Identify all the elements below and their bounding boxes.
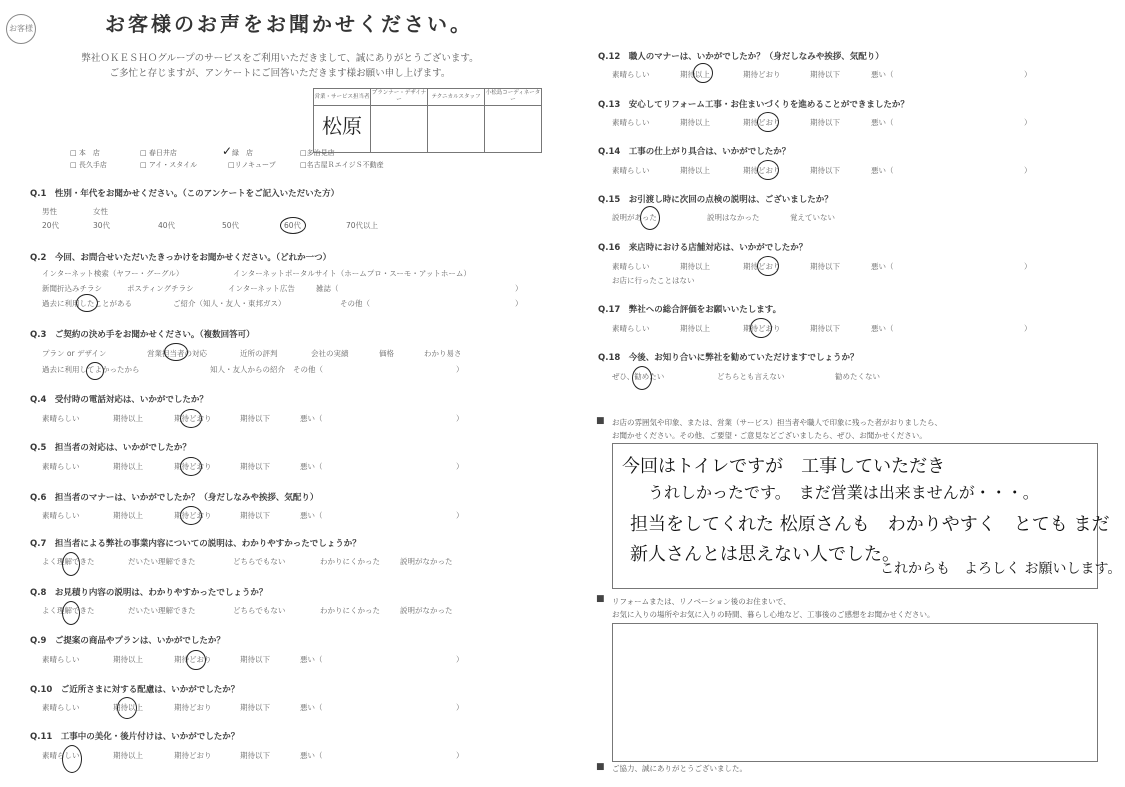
- q5-opt-below[interactable]: 期待以下: [240, 462, 270, 471]
- q6-opt-asexpected[interactable]: 期待どおり: [174, 511, 212, 520]
- q2-other[interactable]: その他（: [340, 299, 370, 308]
- q1-age-30[interactable]: 30代: [93, 221, 111, 230]
- q9-opt-below[interactable]: 期待以下: [240, 655, 270, 664]
- q14-answer-circle: [757, 160, 779, 180]
- q18-opt-not-recommend[interactable]: 勧めたくない: [835, 372, 880, 381]
- q8-opt-neither[interactable]: どちらでもない: [233, 606, 286, 615]
- q6-opt-bad[interactable]: 悪い（: [300, 511, 323, 520]
- comment2-label-1: リフォームまたは、リノベーション後のお住まいで、: [612, 597, 791, 606]
- q3-other[interactable]: その他（: [293, 365, 323, 374]
- shop-check-mark: ✓: [222, 144, 233, 158]
- q9-title: Q.9 ご提案の商品やプランは、いかがでしたか？: [30, 636, 225, 646]
- q11-opt-bad[interactable]: 悪い（: [300, 751, 323, 760]
- q16-opt-above[interactable]: 期待以上: [680, 262, 710, 271]
- q1-age-50[interactable]: 50代: [222, 221, 240, 230]
- q8-title: Q.8 お見積り内容の説明は、わかりやすかったでしょうか？: [30, 588, 268, 598]
- q3-sales-staff[interactable]: 営業担当者の対応: [147, 349, 207, 358]
- q7-opt-understood[interactable]: よく理解できた: [42, 557, 95, 566]
- comment2-square: ■: [596, 594, 605, 604]
- shop-nagakute[interactable]: □ 長久手店: [70, 161, 107, 169]
- q4-opt-excellent[interactable]: 素晴らしい: [42, 414, 80, 423]
- q9-opt-bad[interactable]: 悪い（: [300, 655, 323, 664]
- q11-opt-below[interactable]: 期待以下: [240, 751, 270, 760]
- q3-company-record[interactable]: 会社の実績: [311, 349, 349, 358]
- q17-title: Q.17 弊社への総合評価をお願いいたします。: [598, 305, 782, 315]
- q13-opt-below[interactable]: 期待以下: [810, 118, 840, 127]
- staff-header-planner: プランナー・デザイナー: [371, 89, 428, 106]
- q17-opt-asexpected[interactable]: 期待どおり: [743, 324, 781, 333]
- q15-opt-dont-remember[interactable]: 覚えていない: [790, 213, 835, 222]
- q13-title: Q.13 安心してリフォーム工事・お住まいづくりを進めることができましたか？: [598, 100, 909, 110]
- q9-answer-circle: [186, 650, 206, 670]
- q10-opt-below[interactable]: 期待以下: [240, 703, 270, 712]
- shop-honten[interactable]: □ 本 店: [70, 149, 100, 157]
- q9-opt-bad-close: ）: [456, 655, 464, 664]
- q8-opt-none[interactable]: 説明がなかった: [400, 606, 453, 615]
- q16-opt-asexpected[interactable]: 期待どおり: [743, 262, 781, 271]
- q12-opt-bad[interactable]: 悪い（: [871, 70, 894, 79]
- q3-referral[interactable]: 知人・友人からの紹介: [210, 365, 285, 374]
- q5-title: Q.5 担当者の対応は、いかがでしたか？: [30, 443, 191, 453]
- q4-opt-below[interactable]: 期待以下: [240, 414, 270, 423]
- q14-opt-above[interactable]: 期待以上: [680, 166, 710, 175]
- q4-opt-above[interactable]: 期待以上: [113, 414, 143, 423]
- q12-opt-asexpected[interactable]: 期待どおり: [743, 70, 781, 79]
- q4-opt-bad-close: ）: [456, 414, 464, 423]
- q8-answer-circle: [62, 601, 80, 625]
- q17-opt-below[interactable]: 期待以下: [810, 324, 840, 333]
- q8-opt-understood[interactable]: よく理解できた: [42, 606, 95, 615]
- q16-opt-never-visited[interactable]: お店に行ったことはない: [612, 276, 695, 285]
- shop-midori[interactable]: 緑 店: [232, 149, 253, 157]
- q10-answer-circle: [117, 697, 137, 719]
- q7-title: Q.7 担当者による弊社の事業内容についての説明は、わかりやすかったでしょうか？: [30, 539, 361, 549]
- q10-opt-above[interactable]: 期待以上: [113, 703, 143, 712]
- q3-clarity[interactable]: わかり易さ: [424, 349, 462, 358]
- q6-answer-circle: [180, 506, 202, 525]
- q13-opt-excellent[interactable]: 素晴らしい: [612, 118, 650, 127]
- q17-opt-bad[interactable]: 悪い（: [871, 324, 894, 333]
- q6-opt-below[interactable]: 期待以下: [240, 511, 270, 520]
- q18-opt-recommend[interactable]: ぜひ、勧めたい: [612, 372, 665, 381]
- q1-male[interactable]: 男性: [42, 207, 57, 216]
- handwritten-staff-name: 松原: [322, 113, 362, 138]
- q12-opt-bad-close: ）: [1024, 70, 1032, 79]
- q2-other-close: ）: [515, 299, 523, 308]
- comment1-label-2: お聞かせください。その他、ご要望・ご意見などございましたら、ぜひ、お聞かせください。: [612, 431, 927, 440]
- q3-title: Q.3 ご契約の決め手をお聞かせください。（複数回答可）: [30, 330, 255, 340]
- q2-magazine[interactable]: 雑誌（: [316, 284, 339, 293]
- q7-opt-none[interactable]: 説明がなかった: [400, 557, 453, 566]
- comment1-hw-line-2: うれしかったです。 まだ営業は出来ませんが・・・。: [648, 483, 1039, 502]
- q1-age-40[interactable]: 40代: [158, 221, 176, 230]
- q5-opt-bad-close: ）: [456, 462, 464, 471]
- q15-title: Q.15 お引渡し時に次回の点検の説明は、ございましたか？: [598, 195, 833, 205]
- q16-opt-below[interactable]: 期待以下: [810, 262, 840, 271]
- staff-table: [313, 88, 542, 153]
- q14-opt-bad-close: ）: [1024, 166, 1032, 175]
- q9-opt-above[interactable]: 期待以上: [113, 655, 143, 664]
- comment1-label-1: お店の雰囲気や印象、または、営業（サービス）担当者や職人で印象に残った者がおりましたら、: [612, 418, 942, 427]
- q15-opt-explained[interactable]: 説明があった: [612, 213, 657, 222]
- shop-tajimi[interactable]: □多治見店: [300, 149, 335, 157]
- q13-opt-asexpected[interactable]: 期待どおり: [743, 118, 781, 127]
- q7-answer-circle: [62, 552, 80, 576]
- q12-opt-below[interactable]: 期待以下: [810, 70, 840, 79]
- q1-age-20[interactable]: 20代: [42, 221, 60, 230]
- q4-opt-bad[interactable]: 悪い（: [300, 414, 323, 423]
- q3-past-user[interactable]: 過去に利用してよかったから: [42, 365, 140, 374]
- q14-opt-asexpected[interactable]: 期待どおり: [743, 166, 781, 175]
- q18-title: Q.18 今後、お知り合いに弊社を勧めていただけますでしょうか？: [598, 353, 859, 363]
- q11-title: Q.11 工事中の美化・後片付けは、いかがでしたか？: [30, 732, 240, 742]
- q17-opt-above[interactable]: 期待以上: [680, 324, 710, 333]
- q17-opt-bad-close: ）: [1024, 324, 1032, 333]
- q16-title: Q.16 来店時における店舗対応は、いかがでしたか？: [598, 243, 808, 253]
- q7-opt-unclear[interactable]: わかりにくかった: [320, 557, 380, 566]
- q13-answer-circle: [757, 112, 779, 132]
- q12-opt-excellent[interactable]: 素晴らしい: [612, 70, 650, 79]
- staff-header-sales: 営業・サービス担当者: [314, 89, 371, 106]
- staff-header-technical: テクニカルスタッフ: [428, 89, 485, 106]
- shop-kasugai[interactable]: □ 春日井店: [140, 149, 177, 157]
- comment1-hw-line-1: 今回はトイレですが 工事していただき: [622, 456, 946, 477]
- q4-opt-asexpected[interactable]: 期待どおり: [174, 414, 212, 423]
- q8-opt-mostly[interactable]: だいたい理解できた: [128, 606, 196, 615]
- q1-answer-circle: [280, 217, 306, 234]
- q5-opt-excellent[interactable]: 素晴らしい: [42, 462, 80, 471]
- q18-answer-circle: [632, 366, 652, 390]
- q5-opt-asexpected[interactable]: 期待どおり: [174, 462, 212, 471]
- q6-opt-excellent[interactable]: 素晴らしい: [42, 511, 80, 520]
- staff-header-coordinator: 小松島コーディネーター: [485, 89, 542, 106]
- comment1-hw-line-5: これからも よろしく お願いします。: [880, 561, 1122, 577]
- q11-opt-excellent[interactable]: 素晴らしい: [42, 751, 80, 760]
- comment2-box[interactable]: [612, 623, 1098, 762]
- comment1-square: ■: [596, 416, 605, 426]
- comment1-hw-line-4: 新人さんとは思えない人でした。: [630, 544, 900, 565]
- q12-opt-above[interactable]: 期待以上: [680, 70, 710, 79]
- q2-title: Q.2 今回、お問合せいただいたきっかけをお聞かせください。（どれか一つ）: [30, 253, 332, 263]
- q6-opt-bad-close: ）: [456, 511, 464, 520]
- q4-title: Q.4 受付時の電話対応は、いかがでしたか？: [30, 395, 208, 405]
- staff-sales-cell[interactable]: [314, 106, 371, 153]
- q10-opt-asexpected[interactable]: 期待どおり: [174, 703, 212, 712]
- q5-opt-above[interactable]: 期待以上: [113, 462, 143, 471]
- q16-opt-bad[interactable]: 悪い（: [871, 262, 894, 271]
- q5-answer-circle: [180, 457, 202, 476]
- q15-answer-circle: [640, 206, 660, 230]
- q3-reputation[interactable]: 近所の評判: [240, 349, 278, 358]
- q3-plan-design[interactable]: プラン or デザイン: [42, 349, 107, 358]
- q2-web-ad[interactable]: インターネット広告: [228, 284, 295, 293]
- footer-square: ■: [596, 762, 605, 772]
- company-seal-logo: お客様: [6, 14, 36, 44]
- q9-opt-asexpected[interactable]: 期待どおり: [174, 655, 212, 664]
- q10-title: Q.10 ご近所さまに対する配慮は、いかがでしたか？: [30, 685, 240, 695]
- q11-opt-bad-close: ）: [456, 751, 464, 760]
- q1-title: Q.1 性別・年代をお聞かせください。（このアンケートをご記入いただいた方）: [30, 189, 340, 199]
- q1-female[interactable]: 女性: [93, 207, 108, 216]
- q14-opt-excellent[interactable]: 素晴らしい: [612, 166, 650, 175]
- q3-answer-circle-1: [164, 343, 188, 361]
- q4-answer-circle: [180, 409, 202, 428]
- intro-line-2: ご多忙と存じますが、アンケートにご回答いただきます様お願い申し上げます。: [109, 68, 451, 79]
- q16-opt-excellent[interactable]: 素晴らしい: [612, 262, 650, 271]
- q7-opt-mostly[interactable]: だいたい理解できた: [128, 557, 196, 566]
- q2-portal-site[interactable]: インターネットポータルサイト（ホームプロ・スーモ・アットホーム）: [233, 269, 471, 278]
- q10-opt-excellent[interactable]: 素晴らしい: [42, 703, 80, 712]
- q6-title: Q.6 担当者のマナーは、いかがでしたか？（身だしなみや挨拶、気配り）: [30, 493, 319, 503]
- q2-posting-flyer[interactable]: ポスティングチラシ: [127, 284, 194, 293]
- shop-renocube[interactable]: □リノキューブ: [228, 161, 276, 169]
- q3-other-close: ）: [456, 365, 464, 374]
- shop-istyle[interactable]: □ アイ・スタイル: [140, 161, 198, 169]
- q11-answer-circle: [62, 745, 82, 773]
- q12-title: Q.12 職人のマナーは、いかがでしたか？（身だしなみや挨拶、気配り）: [598, 52, 884, 62]
- q17-answer-circle: [750, 318, 772, 338]
- comment2-label-2: お気に入りの場所やお気に入りの時間、暮らし心地など、工事後のご感想をお聞かせください。: [612, 610, 935, 619]
- staff-coordinator-cell[interactable]: [485, 106, 542, 153]
- q16-opt-bad-close: ）: [1024, 262, 1032, 271]
- q14-opt-bad[interactable]: 悪い（: [871, 166, 894, 175]
- q2-referral[interactable]: ご紹介（知人・友人・東邦ガス）: [173, 299, 286, 308]
- q2-newspaper-flyer[interactable]: 新聞折込みチラシ: [42, 284, 102, 293]
- q13-opt-above[interactable]: 期待以上: [680, 118, 710, 127]
- intro-line-1: 弊社ＯＫＥＳＨＯグループのサービスをご利用いただきまして、誠にありがとうございます。: [81, 53, 479, 64]
- footer-thanks: ご協力、誠にありがとうございました。: [612, 764, 747, 773]
- q3-price[interactable]: 価格: [379, 349, 394, 358]
- q1-age-60[interactable]: 60代: [284, 221, 302, 230]
- q14-opt-below[interactable]: 期待以下: [810, 166, 840, 175]
- q11-opt-above[interactable]: 期待以上: [113, 751, 143, 760]
- q14-title: Q.14 工事の仕上がり具合は、いかがでしたか？: [598, 147, 791, 157]
- q17-opt-excellent[interactable]: 素晴らしい: [612, 324, 650, 333]
- q10-opt-bad-close: ）: [456, 703, 464, 712]
- q16-answer-circle: [757, 256, 779, 276]
- shop-nagoya-fudosan[interactable]: □名古屋ＲエイジＳ不動産: [300, 161, 384, 169]
- q13-opt-bad[interactable]: 悪い（: [871, 118, 894, 127]
- q2-answer-circle: [76, 294, 98, 312]
- q1-age-70[interactable]: 70代以上: [346, 221, 379, 230]
- comment1-hw-line-3: 担当をしてくれた 松原さんも わかりやすく とても まだ: [630, 514, 1110, 535]
- q7-opt-neither[interactable]: どちらでもない: [233, 557, 286, 566]
- q2-magazine-close: ）: [515, 284, 523, 293]
- q13-opt-bad-close: ）: [1024, 118, 1032, 127]
- staff-technical-cell[interactable]: [428, 106, 485, 153]
- staff-planner-cell[interactable]: [371, 106, 428, 153]
- q9-opt-excellent[interactable]: 素晴らしい: [42, 655, 80, 664]
- q10-opt-bad[interactable]: 悪い（: [300, 703, 323, 712]
- q6-opt-above[interactable]: 期待以上: [113, 511, 143, 520]
- q15-opt-not-explained[interactable]: 説明はなかった: [707, 213, 760, 222]
- q12-answer-circle: [693, 63, 713, 83]
- q11-opt-asexpected[interactable]: 期待どおり: [174, 751, 212, 760]
- q8-opt-unclear[interactable]: わかりにくかった: [320, 606, 380, 615]
- page-title: お客様のお声をお聞かせください。: [105, 12, 473, 36]
- q2-past-user[interactable]: 過去に利用したことがある: [42, 299, 132, 308]
- q3-answer-circle-2: [86, 362, 104, 380]
- q5-opt-bad[interactable]: 悪い（: [300, 462, 323, 471]
- q18-opt-neither[interactable]: どちらとも言えない: [717, 372, 785, 381]
- q2-web-search[interactable]: インターネット検索（ヤフー・グーグル）: [42, 269, 184, 278]
